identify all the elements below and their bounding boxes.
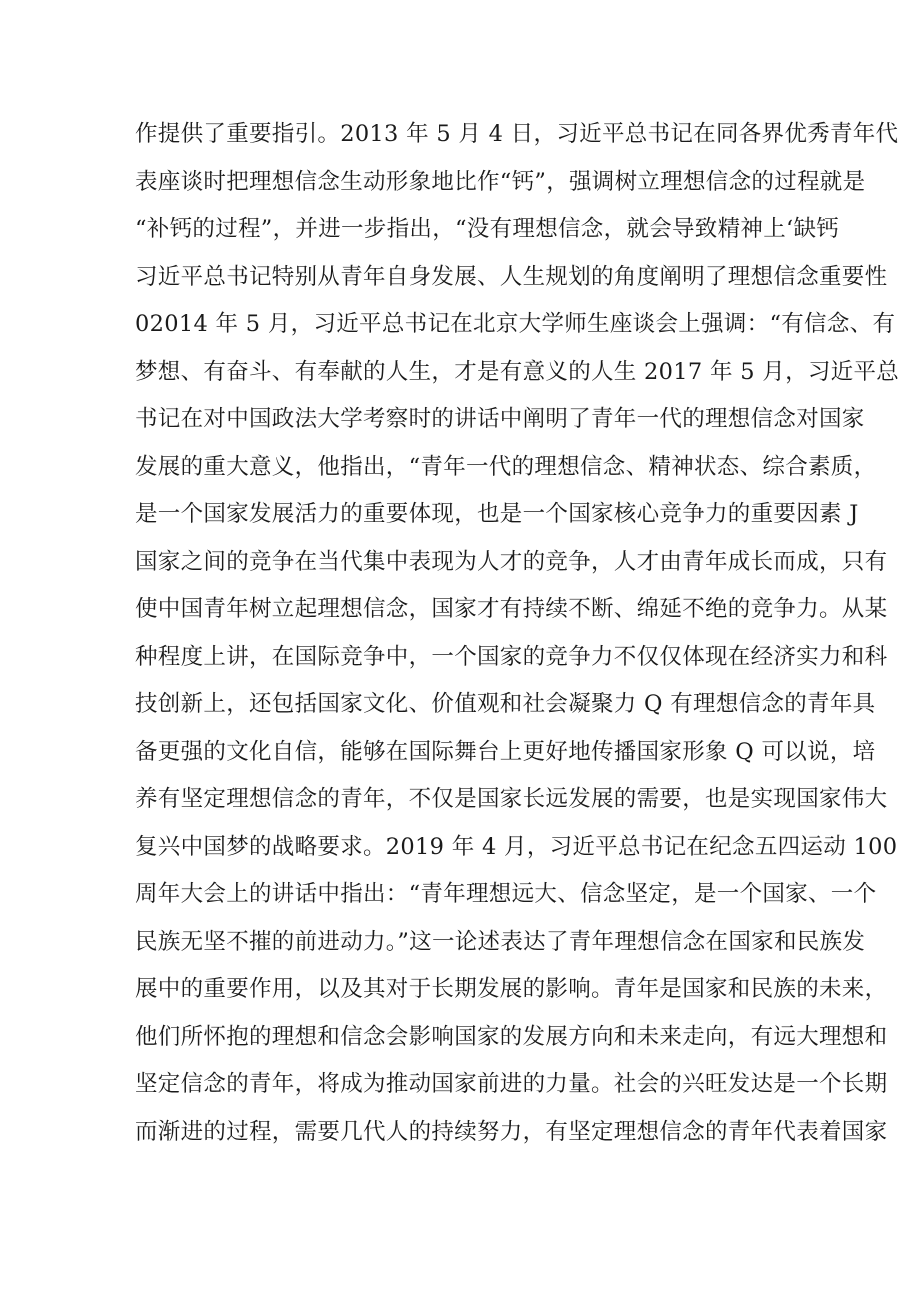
text-line: 国家之间的竞争在当代集中表现为人才的竞争，人才由青年成长而成，只有 <box>135 548 888 575</box>
text-line: 发展的重大意义，他指出，“青年一代的理想信念、精神状态、综合素质， <box>135 453 877 480</box>
text-line: 复兴中国梦的战略要求。2019 年 4 月，习近平总书记在纪念五四运动 100 <box>135 833 898 860</box>
text-line: 习近平总书记特别从青年自身发展、人生规划的角度阐明了理想信念重要性 <box>135 263 888 290</box>
text-line: 备更强的文化自信，能够在国际舞台上更好地传播国家形象 Q 可以说，培 <box>135 738 876 765</box>
text-line: 技创新上，还包括国家文化、价值观和社会凝聚力 Q 有理想信念的青年具 <box>135 691 876 717</box>
text-line: 书记在对中国政法大学考察时的讲话中阐明了青年一代的理想信念对国家 <box>135 406 865 432</box>
text-line: 02014 年 5 月，习近平总书记在北京大学师生座谈会上强调：“有信念、有 <box>135 311 896 337</box>
text-line: 养有坚定理想信念的青年，不仅是国家长远发展的需要，也是实现国家伟大 <box>135 786 888 812</box>
text-line: 坚定信念的青年，将成为推动国家前进的力量。社会的兴旺发达是一个长期 <box>135 1071 888 1097</box>
text-line: 表座谈时把理想信念生动形象地比作“钙”，强调树立理想信念的过程就是 <box>135 168 866 195</box>
text-line: 使中国青年树立起理想信念，国家才有持续不断、绵延不绝的竞争力。从某 <box>135 596 888 622</box>
text-line: 种程度上讲，在国际竞争中，一个国家的竞争力不仅仅体现在经济实力和科 <box>135 643 888 670</box>
text-line: 而渐进的过程，需要几代人的持续努力，有坚定理想信念的青年代表着国家 <box>135 1118 888 1145</box>
text-line: “补钙的过程”，并进一步指出，“没有理想信念，就会导致精神上‘缺钙 <box>135 216 840 242</box>
body-paragraph <box>135 111 900 1156</box>
text-line: 他们所怀抱的理想和信念会影响国家的发展方向和未来走向，有远大理想和 <box>135 1023 888 1050</box>
text-line: 周年大会上的讲话中指出：“青年理想远大、信念坚定，是一个国家、一个 <box>135 881 877 907</box>
text-line: 是一个国家发展活力的重要体现，也是一个国家核心竞争力的重要因素 J <box>135 501 859 527</box>
text-line: 梦想、有奋斗、有奉献的人生，才是有意义的人生 2017 年 5 月，习近平总 <box>135 358 900 385</box>
text-line: 作提供了重要指引。2013 年 5 月 4 日，习近平总书记在同各界优秀青年代 <box>135 121 899 147</box>
text-line: 展中的重要作用，以及其对于长期发展的影响。青年是国家和民族的未来， <box>135 976 888 1002</box>
text-line: 民族无坚不摧的前进动力。”这一论述表达了青年理想信念在国家和民族发 <box>135 928 866 955</box>
